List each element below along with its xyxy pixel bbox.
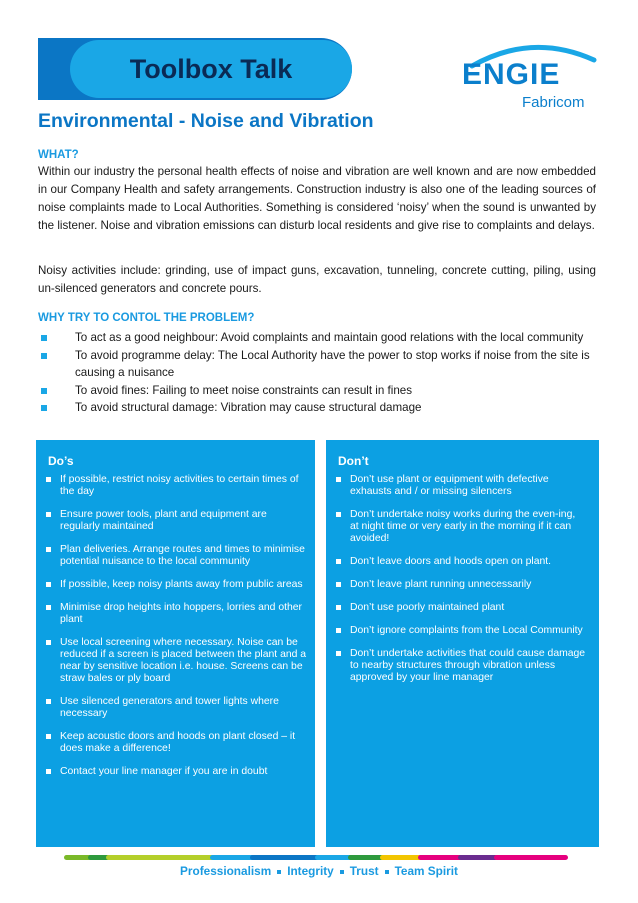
footer-stripe-segment	[250, 855, 320, 860]
why-list	[38, 329, 598, 417]
bullet-square-icon	[46, 769, 51, 774]
bullet-square-icon	[46, 734, 51, 739]
footer-stripe-segment	[458, 855, 498, 860]
footer-stripe-segment	[418, 855, 462, 860]
donts-item: Don’t undertake noisy works during the even-ing, at night time or very early in the morning if it can avoided!	[336, 509, 586, 545]
bullet-square-icon	[336, 477, 341, 482]
donts-item: Don’t use poorly maintained plant	[336, 602, 586, 614]
dos-heading: Do’s	[48, 454, 74, 468]
title-banner	[70, 40, 352, 98]
donts-panel	[326, 440, 599, 847]
logo-subtitle: Fabricom	[522, 94, 585, 111]
engie-logo	[462, 40, 602, 112]
separator-dot-icon	[277, 870, 281, 874]
badge-title: Toolbox Talk	[129, 53, 293, 84]
separator-dot-icon	[385, 870, 389, 874]
footer-value: Team Spirit	[394, 864, 458, 878]
dos-list	[46, 474, 308, 789]
dos-item: Minimise drop heights into hoppers, lorries and other plant	[46, 602, 308, 626]
why-item: To act as a good neighbour: Avoid complaints and maintain good relations with the local community	[38, 329, 598, 347]
logo-word: ENGIE	[462, 58, 561, 91]
footer-value: Integrity	[287, 864, 334, 878]
dos-panel	[36, 440, 315, 847]
dos-item: Use local screening where necessary. Noise can be reduced if a screen is placed between the plant and a near by sensitive location i.e. house. Screens can be straw bales or ply board	[46, 637, 308, 685]
bullet-square-icon	[46, 640, 51, 645]
bullet-square-icon	[41, 335, 47, 341]
bullet-square-icon	[46, 477, 51, 482]
bullet-square-icon	[336, 512, 341, 517]
bullet-square-icon	[46, 699, 51, 704]
dos-item: Keep acoustic doors and hoods on plant closed – it does make a difference!	[46, 731, 308, 755]
bullet-square-icon	[46, 512, 51, 517]
donts-item: Don’t leave plant running unnecessarily	[336, 579, 586, 591]
footer-value: Trust	[349, 864, 379, 878]
dos-item: If possible, keep noisy plants away from public areas	[46, 579, 308, 591]
what-heading: WHAT?	[38, 149, 79, 161]
why-item: To avoid fines: Failing to meet noise constraints can result in fines	[38, 382, 598, 400]
bullet-square-icon	[41, 405, 47, 411]
dos-item: Use silenced generators and tower lights where necessary	[46, 696, 308, 720]
footer-stripe-segment	[106, 855, 214, 860]
footer-value: Professionalism	[180, 864, 272, 878]
footer-stripe-segment	[494, 855, 568, 860]
separator-dot-icon	[340, 870, 344, 874]
why-item: To avoid programme delay: The Local Authority have the power to stop works if noise from the site is causing a nuisance	[38, 347, 598, 382]
donts-item: Don’t leave doors and hoods open on plant.	[336, 556, 586, 568]
why-heading: WHY TRY TO CONTOL THE PROBLEM?	[38, 312, 255, 324]
why-item: To avoid structural damage: Vibration may cause structural damage	[38, 399, 598, 417]
bullet-square-icon	[336, 651, 341, 656]
bullet-square-icon	[46, 605, 51, 610]
bullet-square-icon	[336, 628, 341, 633]
donts-list	[336, 474, 586, 695]
donts-heading: Don’t	[338, 454, 369, 468]
donts-item: Don’t ignore complaints from the Local Community	[336, 625, 586, 637]
donts-item: Don’t undertake activities that could cause damage to nearby structures through vibration unless approved by your line manager	[336, 648, 586, 684]
what-paragraph-1: Within our industry the personal health effects of noise and vibration are well known and are now embedded in our Company Health and safety arrangements. Construction industry is also one of the leading sources of noise complaints made to Local Authorities. Something is considered ‘noisy’ when the sound is unwanted by the listener. Noise and vibration emissions can disturb local residents and give rise to complaints and delays.	[38, 165, 596, 232]
donts-item: Don’t use plant or equipment with defective exhausts and / or missing silencers	[336, 474, 586, 498]
what-paragraph-2: Noisy activities include: grinding, use of impact guns, excavation, tunneling, concrete cutting, piling, using un-silenced generators and concrete pours.	[38, 264, 596, 295]
dos-item: Contact your line manager if you are in doubt	[46, 766, 308, 778]
bullet-square-icon	[46, 582, 51, 587]
bullet-square-icon	[336, 605, 341, 610]
bullet-square-icon	[46, 547, 51, 552]
bullet-square-icon	[336, 582, 341, 587]
bullet-square-icon	[336, 559, 341, 564]
bullet-square-icon	[41, 353, 47, 359]
page-title: Environmental - Noise and Vibration	[38, 110, 374, 132]
bullet-square-icon	[41, 388, 47, 394]
footer-values	[0, 864, 638, 878]
dos-item: Ensure power tools, plant and equipment are regularly maintained	[46, 509, 308, 533]
dos-item: If possible, restrict noisy activities to certain times of the day	[46, 474, 308, 498]
dos-item: Plan deliveries. Arrange routes and times to minimise potential nuisance to the local community	[46, 544, 308, 568]
